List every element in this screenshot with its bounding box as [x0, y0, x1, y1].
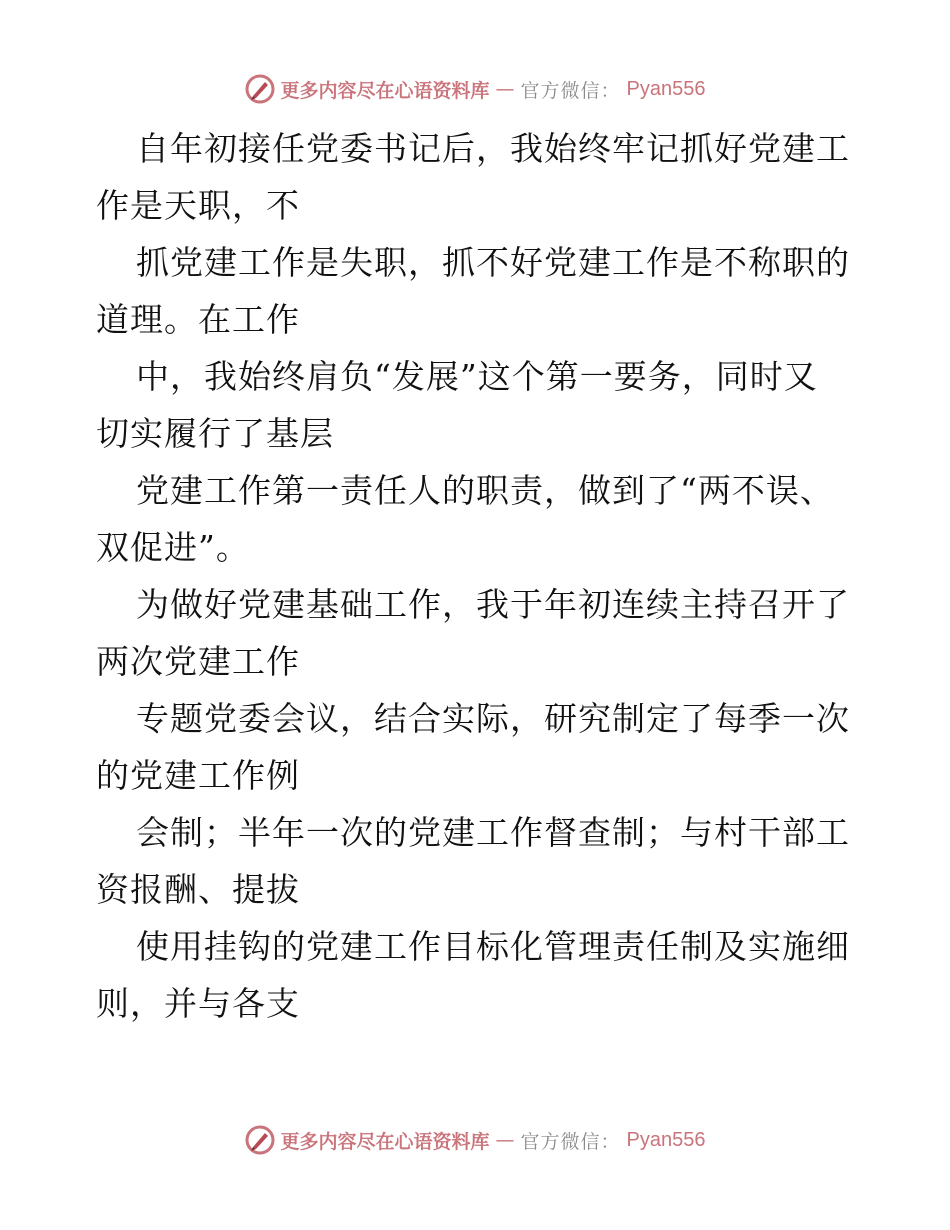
- paragraph: [96, 576, 856, 690]
- paragraph-continuation: 资报酬、提拔: [96, 870, 300, 909]
- paragraph-continuation: 道理。在工作: [96, 300, 300, 339]
- header-site-text: 更多内容尽在心语资料库: [280, 79, 490, 102]
- document-body: [96, 120, 856, 1032]
- paragraph-continuation: 双促进”。: [96, 528, 250, 567]
- paragraph: [96, 918, 856, 1032]
- footer-site-text: 更多内容尽在心语资料库: [280, 1130, 490, 1153]
- paragraph: [96, 462, 856, 576]
- paragraph-continuation: 切实履行了基层: [96, 414, 334, 453]
- footer-wechat-id: Pyan556: [626, 1128, 706, 1151]
- paragraph-continuation: 的党建工作例: [96, 756, 300, 795]
- paragraph: [96, 234, 856, 348]
- paragraph-first-line: 会制；半年一次的党建工作督查制；与村干部工: [136, 813, 850, 852]
- paragraph: [96, 804, 856, 918]
- paragraph-continuation: 两次党建工作: [96, 642, 300, 681]
- paragraph: [96, 348, 856, 462]
- paragraph-continuation: 作是天职，不: [96, 186, 300, 225]
- paragraph-first-line: 党建工作第一责任人的职责，做到了“两不误、: [136, 471, 834, 510]
- paragraph-first-line: 使用挂钩的党建工作目标化管理责任制及实施细: [136, 927, 850, 966]
- header-wechat-id: Pyan556: [626, 77, 706, 100]
- pen-logo-icon: [245, 1125, 275, 1155]
- footer-official-label: 官方微信：: [520, 1130, 621, 1153]
- pen-logo-icon: [245, 74, 275, 104]
- paragraph-first-line: 专题党委会议，结合实际，研究制定了每季一次: [136, 699, 850, 738]
- paragraph: [96, 120, 856, 234]
- footer-dash: —: [495, 1129, 515, 1151]
- paragraph-first-line: 自年初接任党委书记后，我始终牢记抓好党建工: [136, 129, 850, 168]
- footer-banner: [0, 1123, 950, 1157]
- paragraph: [96, 690, 856, 804]
- header-official-label: 官方微信：: [520, 79, 621, 102]
- header-dash: —: [495, 78, 515, 100]
- paragraph-first-line: 为做好党建基础工作，我于年初连续主持召开了: [136, 585, 850, 624]
- paragraph-continuation: 则，并与各支: [96, 984, 300, 1023]
- paragraph-first-line: 抓党建工作是失职，抓不好党建工作是不称职的: [136, 243, 850, 282]
- header-banner: [0, 72, 950, 106]
- paragraph-first-line: 中，我始终肩负“发展”这个第一要务，同时又: [136, 357, 818, 396]
